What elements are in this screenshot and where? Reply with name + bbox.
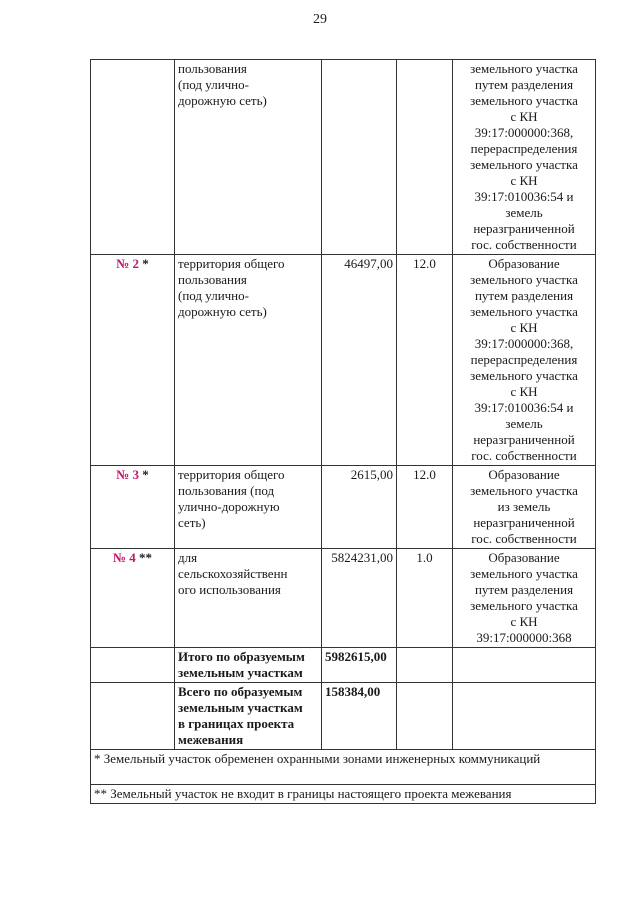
- page-number: 29: [313, 12, 327, 27]
- totals-row: [91, 683, 596, 750]
- empty-cell: [91, 648, 175, 683]
- empty-cell: [91, 683, 175, 750]
- plot-area-cell: 2615,00: [322, 466, 397, 549]
- totals-label: Итого по образуемым земельным участкам: [175, 648, 322, 683]
- table-row: [91, 466, 596, 549]
- plot-method-cell: земельного участка путем разделения земельного участка с КН 39:17:000000:368, перераспределения земельного участка с КН 39:17:010036:54 и земель неразграниченной гос. собственности: [453, 60, 596, 255]
- totals-row: [91, 648, 596, 683]
- plot-zone-cell: [397, 60, 453, 255]
- footnote-encumbered: * Земельный участок обременен охранными зонами инженерных коммуникаций: [91, 750, 596, 785]
- empty-cell: [397, 683, 453, 750]
- plot-zone-cell: 12.0: [397, 255, 453, 466]
- totals-value: 158384,00: [322, 683, 397, 750]
- plot-number-cell: № 4 **: [91, 549, 175, 648]
- plot-number-cell: № 2 *: [91, 255, 175, 466]
- plot-purpose-cell: территория общего пользования (под улично-дорожную сеть): [175, 466, 322, 549]
- footnote-row: [91, 785, 596, 804]
- table-row: [91, 255, 596, 466]
- footnote-row: [91, 750, 596, 785]
- plot-area-cell: 5824231,00: [322, 549, 397, 648]
- totals-value: 5982615,00: [322, 648, 397, 683]
- plot-purpose-cell: территория общего пользования (под улично- дорожную сеть): [175, 255, 322, 466]
- table-row: [91, 60, 596, 255]
- plot-method-cell: Образование земельного участка путем разделения земельного участка с КН 39:17:000000:368, перераспределения земельного участка с КН 39:17:010036:54 и земель неразграниченной гос. собственности: [453, 255, 596, 466]
- totals-label: Всего по образуемым земельным участкам в границах проекта межевания: [175, 683, 322, 750]
- plot-area-cell: [322, 60, 397, 255]
- plot-number-cell: № 3 *: [91, 466, 175, 549]
- plot-number-cell: [91, 60, 175, 255]
- plot-purpose-cell: для сельскохозяйственн ого использования: [175, 549, 322, 648]
- table-row: [91, 549, 596, 648]
- plot-zone-cell: 12.0: [397, 466, 453, 549]
- plot-method-cell: Образование земельного участка из земель неразграниченной гос. собственности: [453, 466, 596, 549]
- footnote-outside-boundary: ** Земельный участок не входит в границы настоящего проекта межевания: [91, 785, 596, 804]
- empty-cell: [397, 648, 453, 683]
- plot-method-cell: Образование земельного участка путем разделения земельного участка с КН 39:17:000000:368: [453, 549, 596, 648]
- plot-area-cell: 46497,00: [322, 255, 397, 466]
- plot-purpose-cell: пользования (под улично- дорожную сеть): [175, 60, 322, 255]
- plot-zone-cell: 1.0: [397, 549, 453, 648]
- land-plots-table: [90, 59, 596, 804]
- empty-cell: [453, 648, 596, 683]
- empty-cell: [453, 683, 596, 750]
